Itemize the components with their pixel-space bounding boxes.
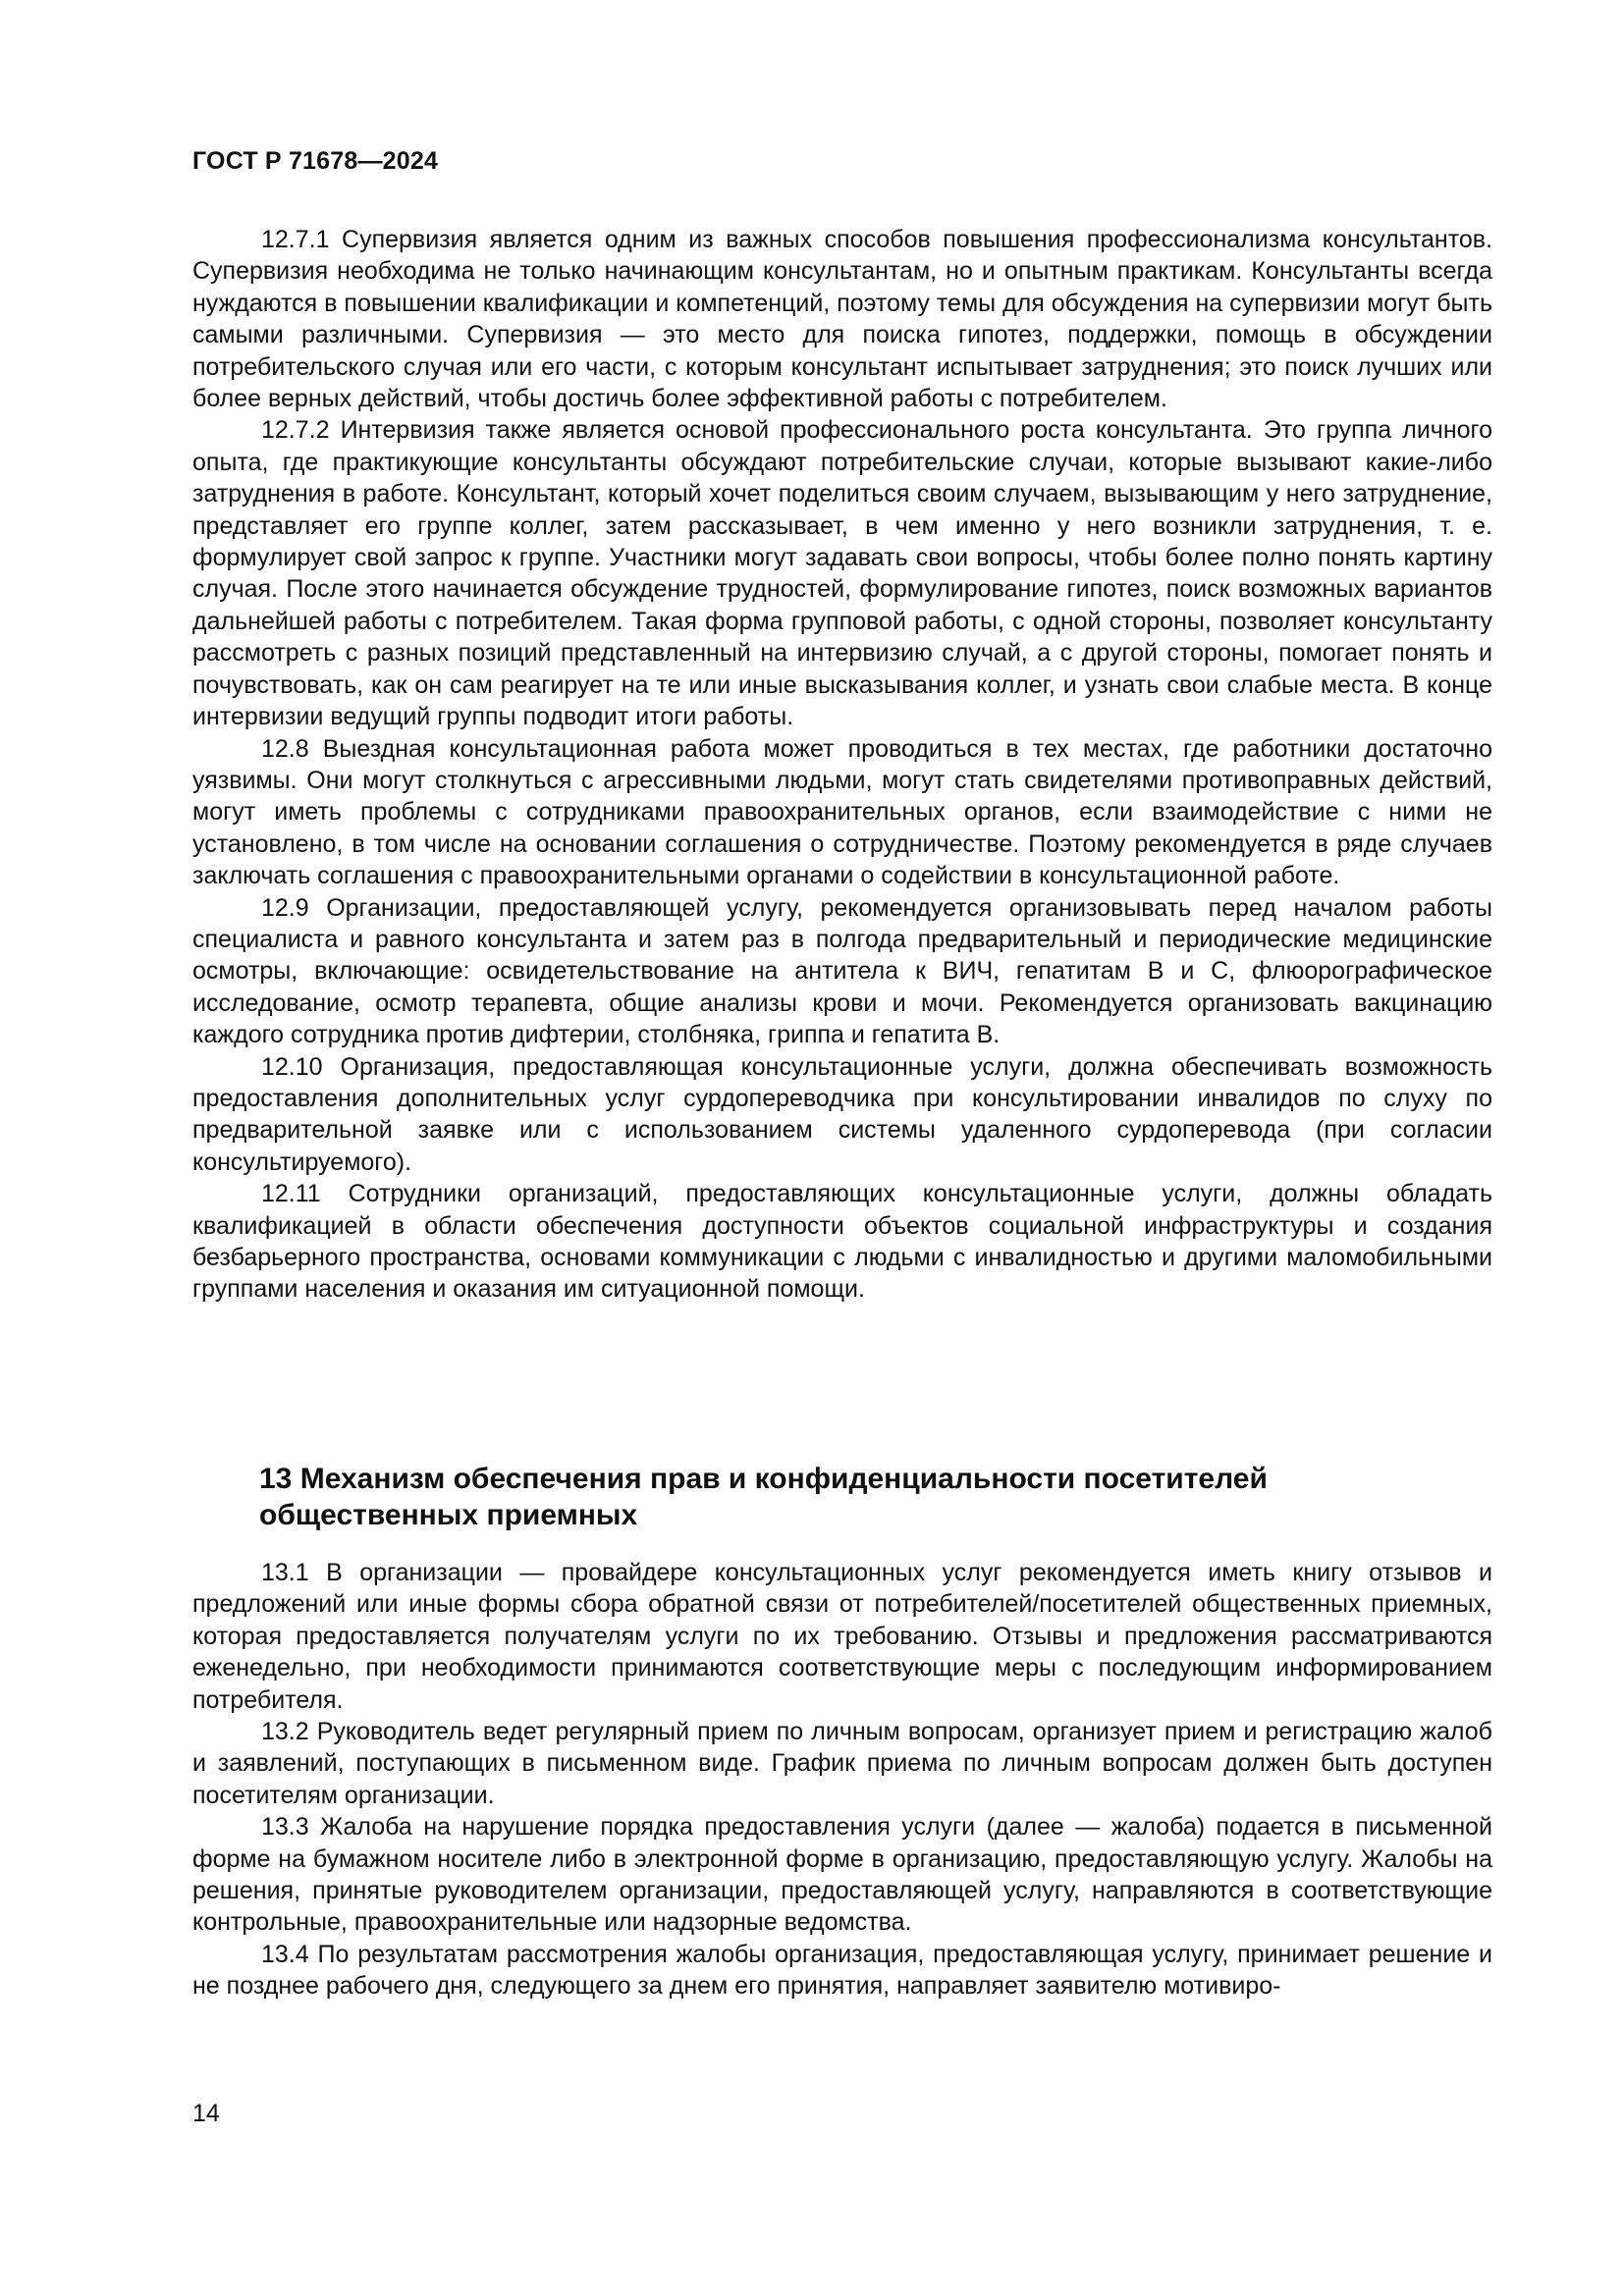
paragraph-13-1: 13.1 В организации — провайдере консультационных услуг рекомендуется иметь книгу отзывов и предложений или иные формы сбора обратной связи от потребителей/посетителей общественных приемных, которая предоставляется получателям услуги по их требованию. Отзывы и предложения рассматриваются еженедельно, при необходимости принимаются соответствующие меры с последующим информированием потребителя. — [192, 1559, 1492, 1714]
paragraph-12-7-2: 12.7.2 Интервизия также является основой профессионального роста консультанта. Это группа личного опыта, где практикующие консультанты обсуждают потребительские случаи, которые вызывают какие-либо затруднения в работе. Консультант, который хочет поделиться своим случаем, вызывающим у него затруднение, представляет его группе коллег, затем рассказывает, в чем именно у него возникли затруднения, т. е. формулирует свой запрос к группе. Участники могут задавать свои вопросы, чтобы более полно понять картину случая. После этого начинается обсуждение трудностей, формулирование гипотез, поиск возможных вариантов дальнейшей работы с потребителем. Такая форма групповой работы, с одной стороны, позволяет консультанту рассмотреть с разных позиций представленный на интервизию случай, а с другой стороны, помогает понять и почувствовать, как он сам реагирует на те или иные высказывания коллег, и узнать свои слабые места. В конце интервизии ведущий группы подводит итоги работы. — [192, 416, 1492, 731]
paragraph-12-8: 12.8 Выездная консультационная работа может проводиться в тех местах, где работники достаточно уязвимы. Они могут столкнуться с агрессивными людьми, могут стать свидетелями противоправных действий, могут иметь проблемы с сотрудниками правоохранительных органов, если взаимодействие с ними не установлено, в том числе на основании соглашения о сотрудничестве. Поэтому рекомендуется в ряде случаев заключать соглашения с правоохранительными органами о содействии в консультационной работе. — [192, 734, 1492, 890]
paragraph-13-2: 13.2 Руководитель ведет регулярный прием по личным вопросам, организует прием и регистрацию жалоб и заявлений, поступающих в письменном виде. График приема по личным вопросам должен быть доступен посетителям организации. — [192, 1718, 1492, 1809]
standard-header: ГОСТ Р 71678—2024 — [192, 147, 439, 175]
paragraph-12-9: 12.9 Организации, предоставляющей услугу, рекомендуется организовывать перед началом работы специалиста и равного консультанта и затем раз в полгода предварительный и периодические медицинские осмотры, включающие: освидетельствование на антитела к ВИЧ, гепатитам В и С, флюорографическое исследование, осмотр терапевта, общие анализы крови и мочи. Рекомендуется организовать вакцинацию каждого сотрудника против дифтерии, столбняка, гриппа и гепатита В. — [192, 893, 1492, 1049]
page-number: 14 — [192, 2100, 220, 2127]
section-12-text — [192, 224, 1492, 1306]
paragraph-12-7-1: 12.7.1 Супервизия является одним из важных способов повышения профессионализма консультантов. Супервизия необходима не только начинающим консультантам, но и опытным практикам. Консультанты всегда нуждаются в повышении квалификации и компетенций, поэтому темы для обсуждения на супервизии могут быть самыми различными. Супервизия — это место для поиска гипотез, поддержки, помощь в обсуждении потребительского случая или его части, с которым консультант испытывает затруднения; это поиск лучших или более верных действий, чтобы достичь более эффективной работы с потребителем. — [192, 226, 1492, 413]
section-13-title: 13 Механизм обеспечения прав и конфиденциальности посетителей общественных приемных — [259, 1463, 1268, 1531]
paragraph-12-10: 12.10 Организация, предоставляющая консультационные услуги, должна обеспечивать возможность предоставления дополнительных услуг сурдопереводчика при консультировании инвалидов по слуху по предварительной заявке или с использованием системы удаленного сурдоперевода (при согласии консультируемого). — [192, 1052, 1492, 1176]
paragraph-12-11: 12.11 Сотрудники организаций, предоставляющих консультационные услуги, должны обладать квалификацией в области обеспечения доступности объектов социальной инфраструктуры и создания безбарьерного пространства, основами коммуникации с людьми с инвалидностью и другими маломобильными группами населения и оказания им ситуационной помощи. — [192, 1180, 1492, 1304]
paragraph-13-4: 13.4 По результатам рассмотрения жалобы организация, предоставляющая услугу, принимает решение и не позднее рабочего дня, следующего за днем его принятия, направляет заявителю мотивиро- — [192, 1940, 1492, 2001]
section-13-text — [192, 1557, 1492, 2002]
paragraph-13-3: 13.3 Жалоба на нарушение порядка предоставления услуги (далее — жалоба) подается в письменной форме на бумажном носителе либо в электронной форме в организацию, предоставляющую услугу. Жалобы на решения, принятые руководителем организации, предоставляющей услугу, направляются в соответствующие контрольные, правоохранительные или надзорные ведомства. — [192, 1813, 1492, 1937]
